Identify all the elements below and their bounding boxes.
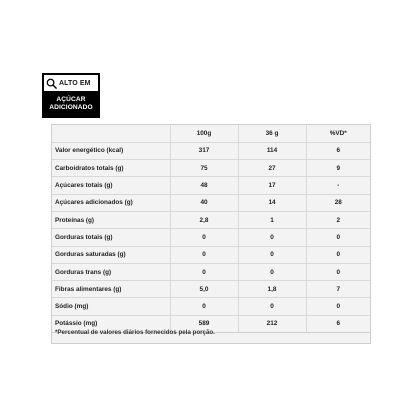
row-label: Gorduras totais (g): [52, 229, 170, 246]
row-value-portion: 1: [238, 211, 306, 228]
magnifier-icon: [46, 78, 57, 89]
row-value-portion: 114: [238, 142, 306, 159]
table-row: [52, 194, 370, 211]
row-value-100g: 589: [170, 315, 238, 332]
nutrition-table: [52, 125, 370, 333]
row-value-100g: 0: [170, 229, 238, 246]
row-value-vd: 6: [306, 142, 370, 159]
row-value-vd: 7: [306, 281, 370, 298]
row-value-vd: 2: [306, 211, 370, 228]
row-label: Valor energético (kcal): [52, 142, 170, 159]
badge-top-label: ALTO EM: [59, 79, 91, 87]
table-row: [52, 142, 370, 159]
row-value-portion: 0: [238, 246, 306, 263]
row-value-portion: 0: [238, 263, 306, 280]
header-cell-portion: 36 g: [238, 125, 306, 142]
row-value-vd: 0: [306, 246, 370, 263]
table-row: [52, 246, 370, 263]
row-value-portion: 0: [238, 298, 306, 315]
row-label: Proteínas (g): [52, 211, 170, 228]
row-value-100g: 40: [170, 194, 238, 211]
row-label: Sódio (mg): [52, 298, 170, 315]
row-label: Carboidratos totais (g): [52, 160, 170, 177]
row-value-portion: 0: [238, 229, 306, 246]
alto-em-acucar-adicionado-badge: [42, 73, 100, 118]
badge-bottom-line1: AÇÚCAR: [56, 95, 86, 103]
badge-top: [44, 75, 98, 91]
table-row: [52, 177, 370, 194]
row-value-100g: 48: [170, 177, 238, 194]
table-row: [52, 281, 370, 298]
row-value-vd: -: [306, 177, 370, 194]
row-value-100g: 2,8: [170, 211, 238, 228]
row-value-vd: 6: [306, 315, 370, 332]
row-value-vd: 28: [306, 194, 370, 211]
row-value-100g: 0: [170, 298, 238, 315]
header-cell-100g: 100g: [170, 125, 238, 142]
table-row: [52, 160, 370, 177]
footnote: *Percentual de valores diários fornecidos pela porção.: [55, 329, 215, 336]
row-value-100g: 75: [170, 160, 238, 177]
row-value-vd: 9: [306, 160, 370, 177]
row-label: Açúcares adicionados (g): [52, 194, 170, 211]
row-label: Gorduras trans (g): [52, 263, 170, 280]
row-label: Gorduras saturadas (g): [52, 246, 170, 263]
row-label: Potássio (mg): [52, 315, 170, 332]
row-value-vd: 0: [306, 229, 370, 246]
table-row: [52, 298, 370, 315]
header-cell-vd: %VD*: [306, 125, 370, 142]
row-value-100g: 317: [170, 142, 238, 159]
row-value-vd: 0: [306, 298, 370, 315]
table-row: [52, 263, 370, 280]
badge-bottom-line2: ADICIONADO: [49, 103, 93, 111]
badge-bottom: [44, 91, 98, 116]
row-value-portion: 1,8: [238, 281, 306, 298]
row-value-100g: 0: [170, 246, 238, 263]
table-row: [52, 229, 370, 246]
row-value-portion: 14: [238, 194, 306, 211]
row-value-100g: 0: [170, 263, 238, 280]
row-value-vd: 0: [306, 263, 370, 280]
row-label: Fibras alimentares (g): [52, 281, 170, 298]
row-value-portion: 212: [238, 315, 306, 332]
table-header-row: [52, 125, 370, 142]
table-row: [52, 211, 370, 228]
nutrition-table-container: [51, 124, 371, 344]
row-value-portion: 27: [238, 160, 306, 177]
row-value-portion: 17: [238, 177, 306, 194]
row-label: Açúcares totais (g): [52, 177, 170, 194]
row-value-100g: 5,0: [170, 281, 238, 298]
header-cell-label: [52, 125, 170, 142]
